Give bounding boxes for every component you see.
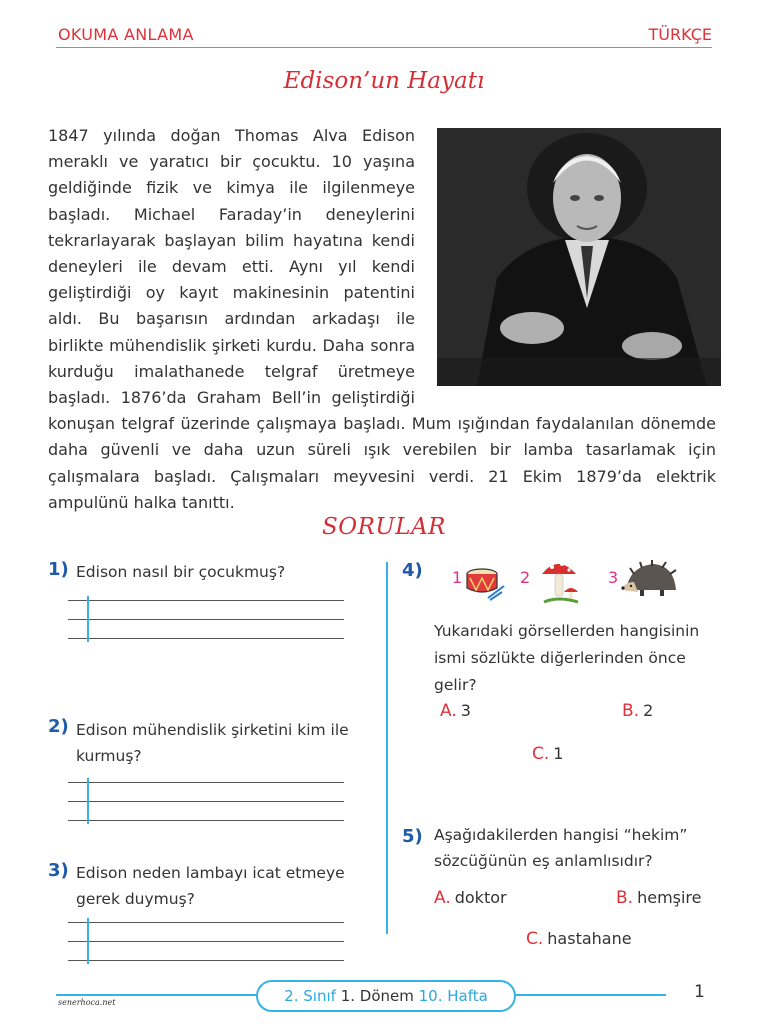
question-4-text: Yukarıdaki görsellerden hangisinin ismi sözlükte diğerlerinden önce gelir? xyxy=(434,622,700,694)
option-5a-letter: A. xyxy=(434,888,451,908)
drum-icon xyxy=(464,564,506,602)
footer-grade: 2. Sınıf xyxy=(284,987,336,1005)
answer-lines-2[interactable] xyxy=(68,782,344,824)
option-4a[interactable] xyxy=(440,701,471,721)
mushroom-icon xyxy=(538,558,580,606)
question-5-number: 5) xyxy=(402,826,423,847)
picture-2-label: 2 xyxy=(520,568,531,587)
edison-portrait-image xyxy=(437,128,721,386)
header-left-label: OKUMA ANLAMA xyxy=(58,25,194,44)
question-4-number: 4) xyxy=(402,560,423,581)
question-3-text: Edison neden lambayı icat etmeye gerek duymuş? xyxy=(76,864,345,908)
question-2-text: Edison mühendislik şirketini kim ile kurmuş? xyxy=(76,721,349,765)
option-4b[interactable] xyxy=(622,701,653,721)
option-4c-letter: C. xyxy=(532,744,550,764)
question-1-number: 1) xyxy=(48,559,69,580)
option-5c[interactable] xyxy=(526,929,632,949)
hedgehog-icon xyxy=(620,560,678,600)
picture-3-label: 3 xyxy=(608,568,619,587)
option-5c-letter: C. xyxy=(526,929,544,949)
question-2-number: 2) xyxy=(48,716,69,737)
page-title: Edison’un Hayatı xyxy=(283,68,485,94)
questions-title: SORULAR xyxy=(321,514,446,540)
option-4b-text: 2 xyxy=(643,701,654,720)
option-4c-text: 1 xyxy=(553,744,564,763)
option-5b[interactable] xyxy=(616,888,702,908)
site-credit: senerhoca.net xyxy=(58,998,116,1007)
option-4b-letter: B. xyxy=(622,701,640,721)
answer-lines-1[interactable] xyxy=(68,600,344,642)
picture-1-label: 1 xyxy=(452,568,463,587)
column-divider xyxy=(386,562,388,934)
footer-rule-right xyxy=(516,994,666,996)
header-divider xyxy=(56,47,712,48)
footer-term: 1. Dönem xyxy=(340,987,414,1005)
option-4a-letter: A. xyxy=(440,701,457,721)
option-5b-letter: B. xyxy=(616,888,634,908)
option-4a-text: 3 xyxy=(460,701,471,720)
question-5-text: Aşağıdakilerden hangisi “hekim” sözcüğünün eş anlamlısıdır? xyxy=(434,826,688,870)
option-5a[interactable] xyxy=(434,888,507,908)
option-5c-text: hastahane xyxy=(547,929,632,948)
footer-rule-left xyxy=(56,994,256,996)
question-3-number: 3) xyxy=(48,860,69,881)
option-5b-text: hemşire xyxy=(637,888,702,907)
reading-text: 1847 yılında doğan Thomas Alva Edison meraklı ve yaratıcı bir çocuktu. 10 yaşına geldiğinde fizik ve kimya ile ilgilenmeye başladı. Michael Faraday’in deneylerini tekrarlayarak başlayan bilim hayatına kendi deneyleri ile devam etti. Aynı yıl kendi geliştirdiği oy kayıt makinesinin patentini aldı. Bu başarısın ardından arkadaşı ile birlikte mühendislik şirketi kurdu. Daha sonra kurduğu imalathanede telgraf üretmeye başladı. 1876’da Graham Bell’in geliştirdiği konuşan telgraf üzerinde çalışmaya başladı. Mum ışığından faydalanılan dönemde daha güvenli ve daha uzun süreli ışık verebilen bir lamba tasarlamak için çalışmalara başladı. Çalışmaları meyvesini verdi. 21 Ekim 1879’da elektrik ampulünü halka tanıttı. xyxy=(48,126,716,512)
option-4c[interactable] xyxy=(532,744,563,764)
footer-grade-badge xyxy=(256,980,516,1012)
answer-lines-3[interactable] xyxy=(68,922,344,964)
header-right-label: TÜRKÇE xyxy=(648,25,712,44)
option-5a-text: doktor xyxy=(454,888,507,907)
page-number: 1 xyxy=(694,982,705,1002)
footer-week: 10. Hafta xyxy=(418,987,488,1005)
reading-passage xyxy=(48,123,716,516)
question-1-text: Edison nasıl bir çocukmuş? xyxy=(76,563,286,581)
